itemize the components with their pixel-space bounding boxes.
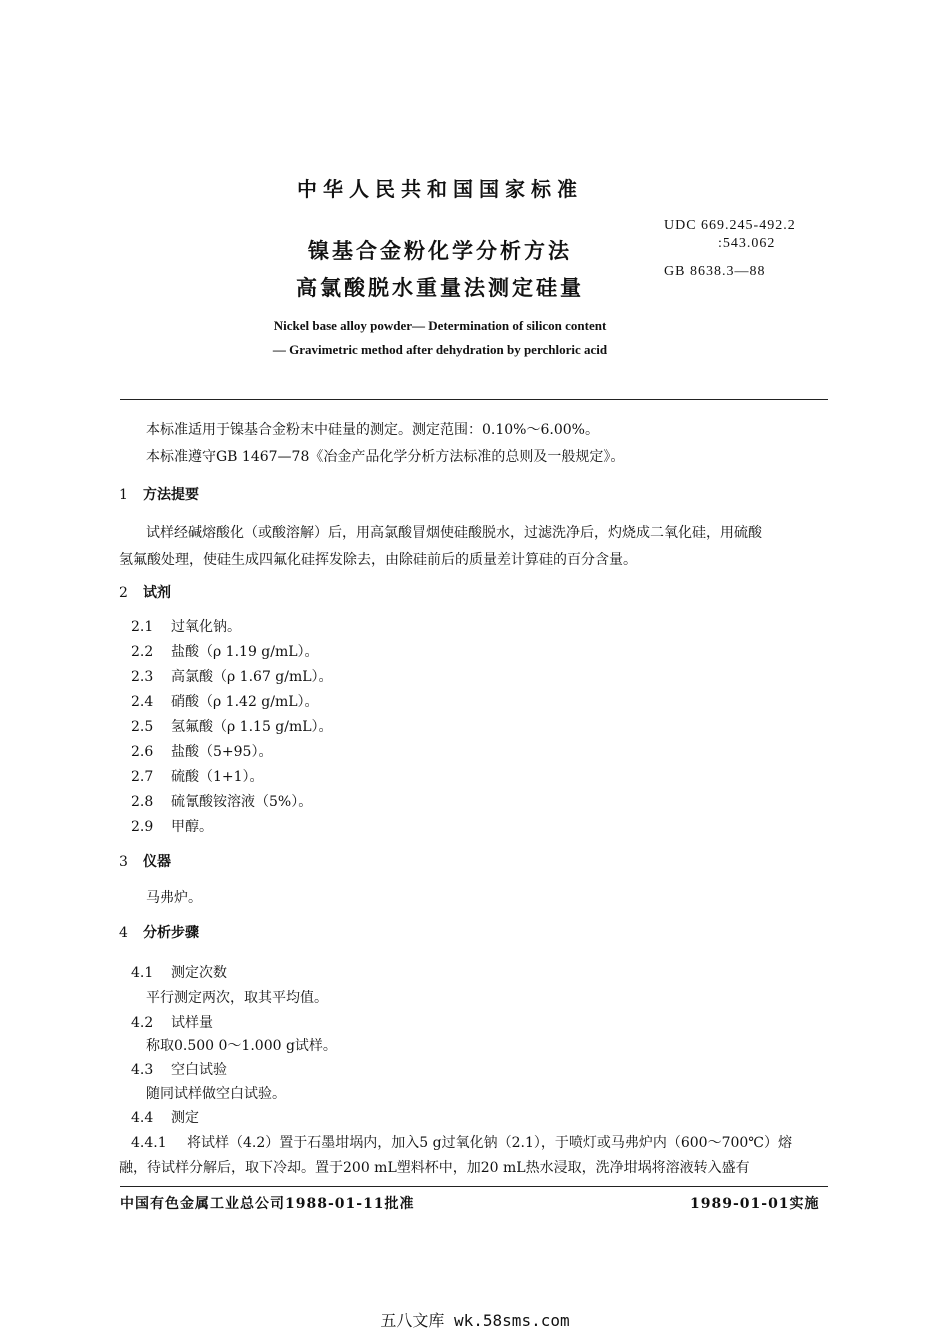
reagent-item — [131, 666, 333, 686]
reagent-item-number: 2.9 — [131, 819, 154, 835]
reagent-item-number: 2.5 — [131, 719, 154, 735]
reagent-item-text: 硝酸（ρ 1.42 g/mL）。 — [171, 694, 319, 710]
reagent-item — [131, 716, 333, 736]
section-3-number: 3 — [119, 854, 128, 870]
section-1-heading — [119, 484, 199, 504]
subsection-4-1-text: 平行测定两次，取其平均值。 — [146, 990, 328, 1006]
reagent-item — [131, 766, 264, 786]
reagent-item-text: 甲醇。 — [171, 819, 213, 835]
subsection-4-1-heading — [131, 962, 227, 982]
reagent-item — [131, 791, 312, 811]
section-4-number: 4 — [119, 925, 128, 941]
header-divider — [120, 399, 828, 400]
reagent-item-text: 硫酸（1+1）。 — [171, 769, 264, 785]
reagent-item-number: 2.1 — [131, 619, 154, 635]
section-3-text: 马弗炉。 — [146, 890, 202, 906]
reagent-item — [131, 691, 319, 711]
section-2-title: 试剂 — [143, 585, 171, 601]
reagent-item-text: 过氧化钠。 — [171, 619, 241, 635]
reagent-item-number: 2.8 — [131, 794, 154, 810]
subsection-4-4-1-line2: 融，待试样分解后，取下冷却。置于200 mL塑料杯中，加20 mL热水浸取，洗净坩埚将溶液转入盛有 — [119, 1160, 750, 1176]
gb-standard-number: GB 8638.3—88 — [664, 264, 766, 279]
subsection-text: 将试样（4.2）置于石墨坩埚内，加入5 g过氧化钠（2.1），于喷灯或马弗炉内（600～700℃）熔 — [187, 1135, 792, 1151]
subsection-number: 4.1 — [131, 965, 154, 981]
reagent-item-text: 硫氰酸铵溶液（5%）。 — [171, 794, 313, 810]
section-2-number: 2 — [119, 585, 128, 601]
section-3-title: 仪器 — [143, 854, 171, 870]
site-watermark: 五八文库 wk.58sms.com — [380, 1311, 570, 1330]
subsection-number: 4.2 — [131, 1015, 154, 1031]
subsection-4-3-text: 随同试样做空白试验。 — [146, 1086, 286, 1102]
udc-number-continuation: :543.062 — [718, 236, 776, 251]
reagent-item-text: 氢氟酸（ρ 1.15 g/mL）。 — [171, 719, 333, 735]
title-cn-line1: 镍基合金粉化学分析方法 — [308, 238, 572, 263]
reagent-item-number: 2.3 — [131, 669, 154, 685]
intro-scope: 本标准适用于镍基合金粉末中硅量的测定。测定范围：0.10%～6.00%。 — [146, 422, 599, 438]
reagent-item — [131, 816, 213, 836]
section-1-title: 方法提要 — [143, 487, 199, 503]
reagent-item-number: 2.6 — [131, 744, 154, 760]
subsection-4-4-1-line1 — [131, 1132, 792, 1152]
reagent-item-text: 高氯酸（ρ 1.67 g/mL）。 — [171, 669, 333, 685]
title-en-line2: — Gravimetric method after dehydration by perchloric acid — [272, 342, 608, 357]
reagent-item-text: 盐酸（5+95）。 — [171, 744, 273, 760]
reagent-item-number: 2.7 — [131, 769, 154, 785]
reagent-item — [131, 741, 272, 761]
section-1-number: 1 — [119, 487, 128, 503]
reagent-item-number: 2.4 — [131, 694, 154, 710]
subsection-number: 4.4 — [131, 1110, 154, 1126]
subsection-4-3-heading — [131, 1059, 227, 1079]
intro-compliance: 本标准遵守GB 1467—78《冶金产品化学分析方法标准的总则及一般规定》。 — [146, 449, 625, 465]
subsection-number: 4.4.1 — [131, 1135, 167, 1151]
section-1-text-line1: 试样经碱熔酸化（或酸溶解）后，用高氯酸冒烟使硅酸脱水，过滤洗净后，灼烧成二氧化硅，用硫酸 — [146, 525, 762, 541]
title-en-line1: Nickel base alloy powder— Determination of silicon content — [273, 318, 607, 333]
subsection-title: 测定次数 — [171, 965, 227, 981]
subsection-4-4-heading — [131, 1107, 199, 1127]
subsection-title: 空白试验 — [171, 1062, 227, 1078]
reagent-item-text: 盐酸（ρ 1.19 g/mL）。 — [171, 644, 319, 660]
subsection-4-2-text: 称取0.500 0～1.000 g试样。 — [146, 1038, 337, 1054]
subsection-number: 4.3 — [131, 1062, 154, 1078]
subsection-title: 测定 — [171, 1110, 199, 1126]
section-4-title: 分析步骤 — [143, 925, 199, 941]
footer-divider — [120, 1186, 828, 1187]
implementation-date: 1989-01-01实施 — [690, 1196, 820, 1212]
udc-number: UDC 669.245-492.2 — [664, 218, 796, 233]
section-1-text-line2: 氢氟酸处理，使硅生成四氟化硅挥发除去，由除硅前后的质量差计算硅的百分含量。 — [119, 552, 637, 568]
section-4-heading — [119, 922, 199, 942]
reagent-item-number: 2.2 — [131, 644, 154, 660]
reagent-item — [131, 641, 319, 661]
reagent-item — [131, 616, 241, 636]
section-3-heading — [119, 851, 171, 871]
section-2-heading — [119, 582, 171, 602]
approval-date: 中国有色金属工业总公司1988-01-11批准 — [120, 1196, 415, 1212]
title-cn-line2: 高氯酸脱水重量法测定硅量 — [296, 275, 584, 300]
subsection-4-2-heading — [131, 1012, 213, 1032]
standard-type-heading: 中华人民共和国国家标准 — [297, 177, 583, 201]
subsection-title: 试样量 — [171, 1015, 213, 1031]
